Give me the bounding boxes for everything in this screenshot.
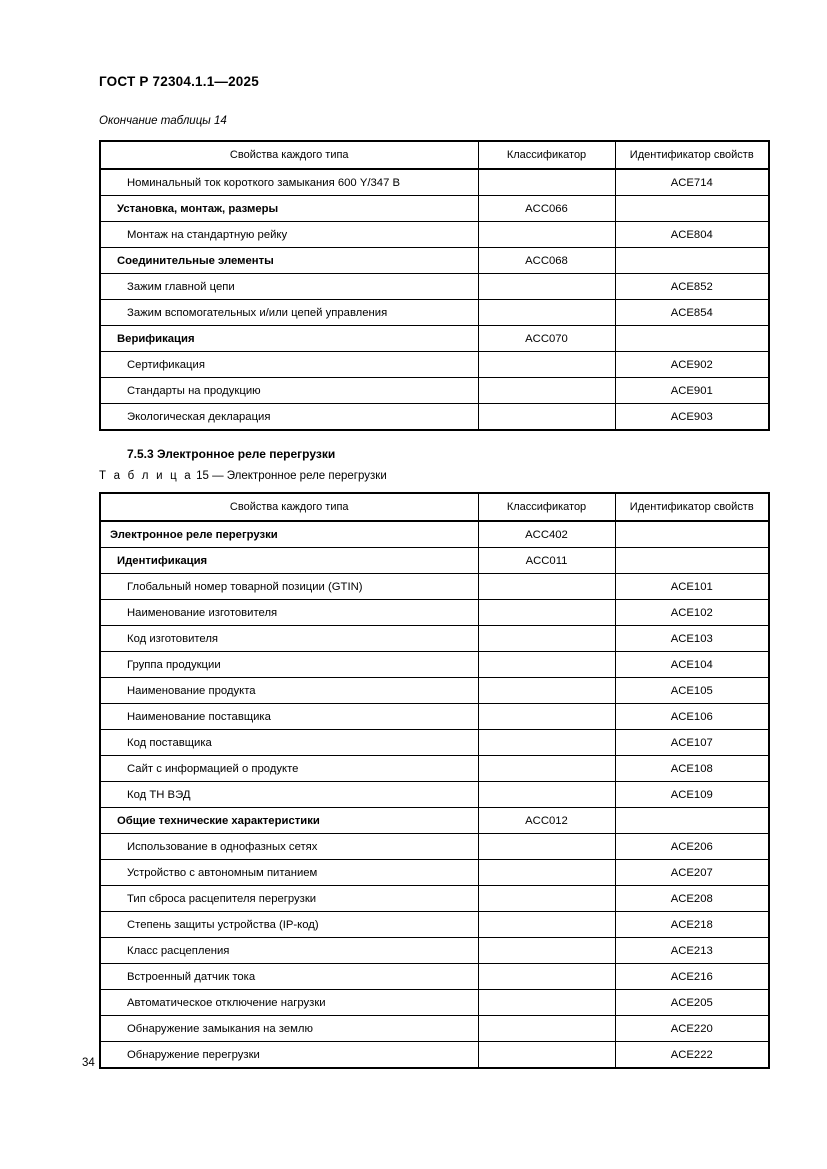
table-row bbox=[100, 521, 769, 548]
table-row bbox=[100, 378, 769, 404]
column-header-property: Свойства каждого типа bbox=[100, 141, 478, 169]
property-text: Соединительные элементы bbox=[117, 254, 274, 267]
cell-classifier bbox=[478, 352, 615, 378]
cell-property bbox=[100, 196, 478, 222]
table-row bbox=[100, 938, 769, 964]
property-text: Глобальный номер товарной позиции (GTIN) bbox=[127, 580, 363, 593]
cell-classifier: ACC068 bbox=[478, 248, 615, 274]
cell-classifier bbox=[478, 912, 615, 938]
table-15-body bbox=[100, 521, 769, 1068]
property-text: Зажим главной цепи bbox=[127, 280, 235, 293]
cell-classifier bbox=[478, 378, 615, 404]
cell-property bbox=[100, 652, 478, 678]
table-row bbox=[100, 834, 769, 860]
property-text: Код изготовителя bbox=[127, 632, 219, 645]
table-row bbox=[100, 574, 769, 600]
page-number: 34 bbox=[82, 1057, 95, 1069]
cell-identifier: ACE213 bbox=[615, 938, 769, 964]
cell-identifier: ACE216 bbox=[615, 964, 769, 990]
property-text: Автоматическое отключение нагрузки bbox=[127, 996, 326, 1009]
table-row bbox=[100, 652, 769, 678]
cell-classifier bbox=[478, 964, 615, 990]
property-text: Обнаружение замыкания на землю bbox=[127, 1022, 313, 1035]
property-text: Общие технические характеристики bbox=[117, 814, 320, 827]
property-text: Обнаружение перегрузки bbox=[127, 1048, 260, 1061]
cell-identifier: ACE205 bbox=[615, 990, 769, 1016]
cell-property bbox=[100, 548, 478, 574]
table-row bbox=[100, 860, 769, 886]
table-row bbox=[100, 352, 769, 378]
cell-property bbox=[100, 808, 478, 834]
cell-identifier: ACE208 bbox=[615, 886, 769, 912]
cell-property bbox=[100, 912, 478, 938]
cell-classifier bbox=[478, 600, 615, 626]
table-row bbox=[100, 626, 769, 652]
cell-property bbox=[100, 860, 478, 886]
cell-identifier: ACE109 bbox=[615, 782, 769, 808]
property-text: Тип сброса расцепителя перегрузки bbox=[127, 892, 317, 905]
property-text: Сайт с информацией о продукте bbox=[127, 762, 299, 775]
table-row bbox=[100, 808, 769, 834]
cell-identifier: ACE902 bbox=[615, 352, 769, 378]
cell-identifier: ACE901 bbox=[615, 378, 769, 404]
cell-identifier: ACE101 bbox=[615, 574, 769, 600]
property-text: Экологическая декларация bbox=[127, 410, 271, 423]
table-row bbox=[100, 730, 769, 756]
table-15 bbox=[99, 492, 770, 1069]
cell-property bbox=[100, 886, 478, 912]
property-text: Наименование изготовителя bbox=[127, 606, 278, 619]
cell-classifier bbox=[478, 300, 615, 326]
column-header-classifier: Классификатор bbox=[478, 493, 615, 521]
table-row bbox=[100, 404, 769, 431]
cell-identifier: ACE206 bbox=[615, 834, 769, 860]
cell-property bbox=[100, 169, 478, 196]
cell-property bbox=[100, 756, 478, 782]
table-row bbox=[100, 222, 769, 248]
cell-classifier bbox=[478, 574, 615, 600]
section-heading: 7.5.3 Электронное реле перегрузки bbox=[127, 447, 336, 461]
cell-identifier: ACE852 bbox=[615, 274, 769, 300]
cell-classifier bbox=[478, 678, 615, 704]
table-row bbox=[100, 756, 769, 782]
cell-identifier: ACE107 bbox=[615, 730, 769, 756]
table-14-body bbox=[100, 169, 769, 430]
cell-property bbox=[100, 378, 478, 404]
cell-classifier bbox=[478, 860, 615, 886]
table-14 bbox=[99, 140, 770, 431]
property-text: Группа продукции bbox=[127, 658, 221, 671]
property-text: Зажим вспомогательных и/или цепей управления bbox=[127, 306, 388, 319]
cell-property bbox=[100, 964, 478, 990]
cell-classifier: ACC011 bbox=[478, 548, 615, 574]
column-header-identifier: Идентификатор свойств bbox=[615, 141, 769, 169]
property-text: Встроенный датчик тока bbox=[127, 970, 256, 983]
cell-classifier: ACC066 bbox=[478, 196, 615, 222]
table-row bbox=[100, 704, 769, 730]
property-text: Установка, монтаж, размеры bbox=[117, 202, 279, 215]
cell-classifier bbox=[478, 1042, 615, 1069]
cell-identifier bbox=[615, 326, 769, 352]
cell-classifier bbox=[478, 169, 615, 196]
table-15-header bbox=[100, 493, 769, 521]
cell-property bbox=[100, 274, 478, 300]
property-text: Наименование поставщика bbox=[127, 710, 271, 723]
cell-classifier bbox=[478, 404, 615, 431]
table-row bbox=[100, 196, 769, 222]
cell-classifier bbox=[478, 704, 615, 730]
cell-property bbox=[100, 222, 478, 248]
table-row bbox=[100, 169, 769, 196]
table-row bbox=[100, 326, 769, 352]
property-text: Электронное реле перегрузки bbox=[110, 528, 278, 541]
cell-property bbox=[100, 248, 478, 274]
table-caption-label: Т а б л и ц а bbox=[99, 470, 193, 482]
table-row bbox=[100, 912, 769, 938]
table-row bbox=[100, 548, 769, 574]
table-15-caption bbox=[99, 470, 387, 482]
table-row bbox=[100, 964, 769, 990]
property-text: Устройство с автономным питанием bbox=[127, 866, 318, 879]
cell-property bbox=[100, 990, 478, 1016]
cell-classifier bbox=[478, 730, 615, 756]
property-text: Класс расцепления bbox=[127, 944, 230, 957]
table-row bbox=[100, 886, 769, 912]
cell-identifier: ACE102 bbox=[615, 600, 769, 626]
table-row bbox=[100, 1042, 769, 1069]
cell-identifier: ACE218 bbox=[615, 912, 769, 938]
cell-identifier: ACE854 bbox=[615, 300, 769, 326]
table-header-row bbox=[100, 493, 769, 521]
cell-identifier: ACE105 bbox=[615, 678, 769, 704]
cell-classifier bbox=[478, 782, 615, 808]
property-text: Монтаж на стандартную рейку bbox=[127, 228, 288, 241]
cell-property bbox=[100, 404, 478, 431]
cell-identifier: ACE903 bbox=[615, 404, 769, 431]
table-row bbox=[100, 300, 769, 326]
cell-property bbox=[100, 938, 478, 964]
property-text: Использование в однофазных сетях bbox=[127, 840, 318, 853]
property-text: Верификация bbox=[117, 332, 195, 345]
table-header-row bbox=[100, 141, 769, 169]
cell-identifier: ACE804 bbox=[615, 222, 769, 248]
table-row bbox=[100, 990, 769, 1016]
table-row bbox=[100, 274, 769, 300]
cell-identifier bbox=[615, 248, 769, 274]
cell-property bbox=[100, 704, 478, 730]
cell-classifier bbox=[478, 834, 615, 860]
cell-property bbox=[100, 352, 478, 378]
property-text: Стандарты на продукцию bbox=[127, 384, 261, 397]
cell-identifier: ACE103 bbox=[615, 626, 769, 652]
cell-identifier: ACE222 bbox=[615, 1042, 769, 1069]
cell-identifier bbox=[615, 548, 769, 574]
property-text: Степень защиты устройства (IP-код) bbox=[127, 918, 319, 931]
table-row bbox=[100, 782, 769, 808]
property-text: Идентификация bbox=[117, 554, 208, 567]
cell-property bbox=[100, 326, 478, 352]
table-row bbox=[100, 1016, 769, 1042]
cell-classifier bbox=[478, 886, 615, 912]
cell-property bbox=[100, 782, 478, 808]
cell-classifier bbox=[478, 274, 615, 300]
cell-identifier bbox=[615, 808, 769, 834]
cell-classifier: ACC070 bbox=[478, 326, 615, 352]
cell-property bbox=[100, 1016, 478, 1042]
cell-identifier: ACE220 bbox=[615, 1016, 769, 1042]
cell-identifier bbox=[615, 196, 769, 222]
cell-property bbox=[100, 678, 478, 704]
cell-classifier bbox=[478, 756, 615, 782]
cell-classifier bbox=[478, 990, 615, 1016]
cell-property bbox=[100, 730, 478, 756]
cell-identifier bbox=[615, 521, 769, 548]
cell-identifier: ACE108 bbox=[615, 756, 769, 782]
cell-classifier: ACC012 bbox=[478, 808, 615, 834]
cell-property bbox=[100, 1042, 478, 1069]
table-caption-rest: 15 — Электронное реле перегрузки bbox=[192, 470, 387, 482]
cell-classifier bbox=[478, 938, 615, 964]
cell-identifier: ACE207 bbox=[615, 860, 769, 886]
cell-identifier: ACE714 bbox=[615, 169, 769, 196]
column-header-classifier: Классификатор bbox=[478, 141, 615, 169]
cell-classifier bbox=[478, 222, 615, 248]
cell-classifier bbox=[478, 1016, 615, 1042]
property-text: Код поставщика bbox=[127, 736, 212, 749]
column-header-identifier: Идентификатор свойств bbox=[615, 493, 769, 521]
property-text: Наименование продукта bbox=[127, 684, 256, 697]
table-14-header bbox=[100, 141, 769, 169]
table-row bbox=[100, 600, 769, 626]
property-text: Сертификация bbox=[127, 358, 205, 371]
property-text: Номинальный ток короткого замыкания 600 Y/347 В bbox=[127, 176, 401, 189]
cell-identifier: ACE104 bbox=[615, 652, 769, 678]
cell-classifier: ACC402 bbox=[478, 521, 615, 548]
cell-property bbox=[100, 834, 478, 860]
cell-classifier bbox=[478, 652, 615, 678]
cell-classifier bbox=[478, 626, 615, 652]
cell-property bbox=[100, 521, 478, 548]
cell-property bbox=[100, 600, 478, 626]
cell-property bbox=[100, 626, 478, 652]
column-header-property: Свойства каждого типа bbox=[100, 493, 478, 521]
standard-header: ГОСТ Р 72304.1.1—2025 bbox=[99, 74, 259, 89]
cell-property bbox=[100, 574, 478, 600]
cell-property bbox=[100, 300, 478, 326]
table-14-caption: Окончание таблицы 14 bbox=[99, 115, 227, 127]
cell-identifier: ACE106 bbox=[615, 704, 769, 730]
property-text: Код ТН ВЭД bbox=[127, 788, 191, 801]
table-row bbox=[100, 248, 769, 274]
table-row bbox=[100, 678, 769, 704]
